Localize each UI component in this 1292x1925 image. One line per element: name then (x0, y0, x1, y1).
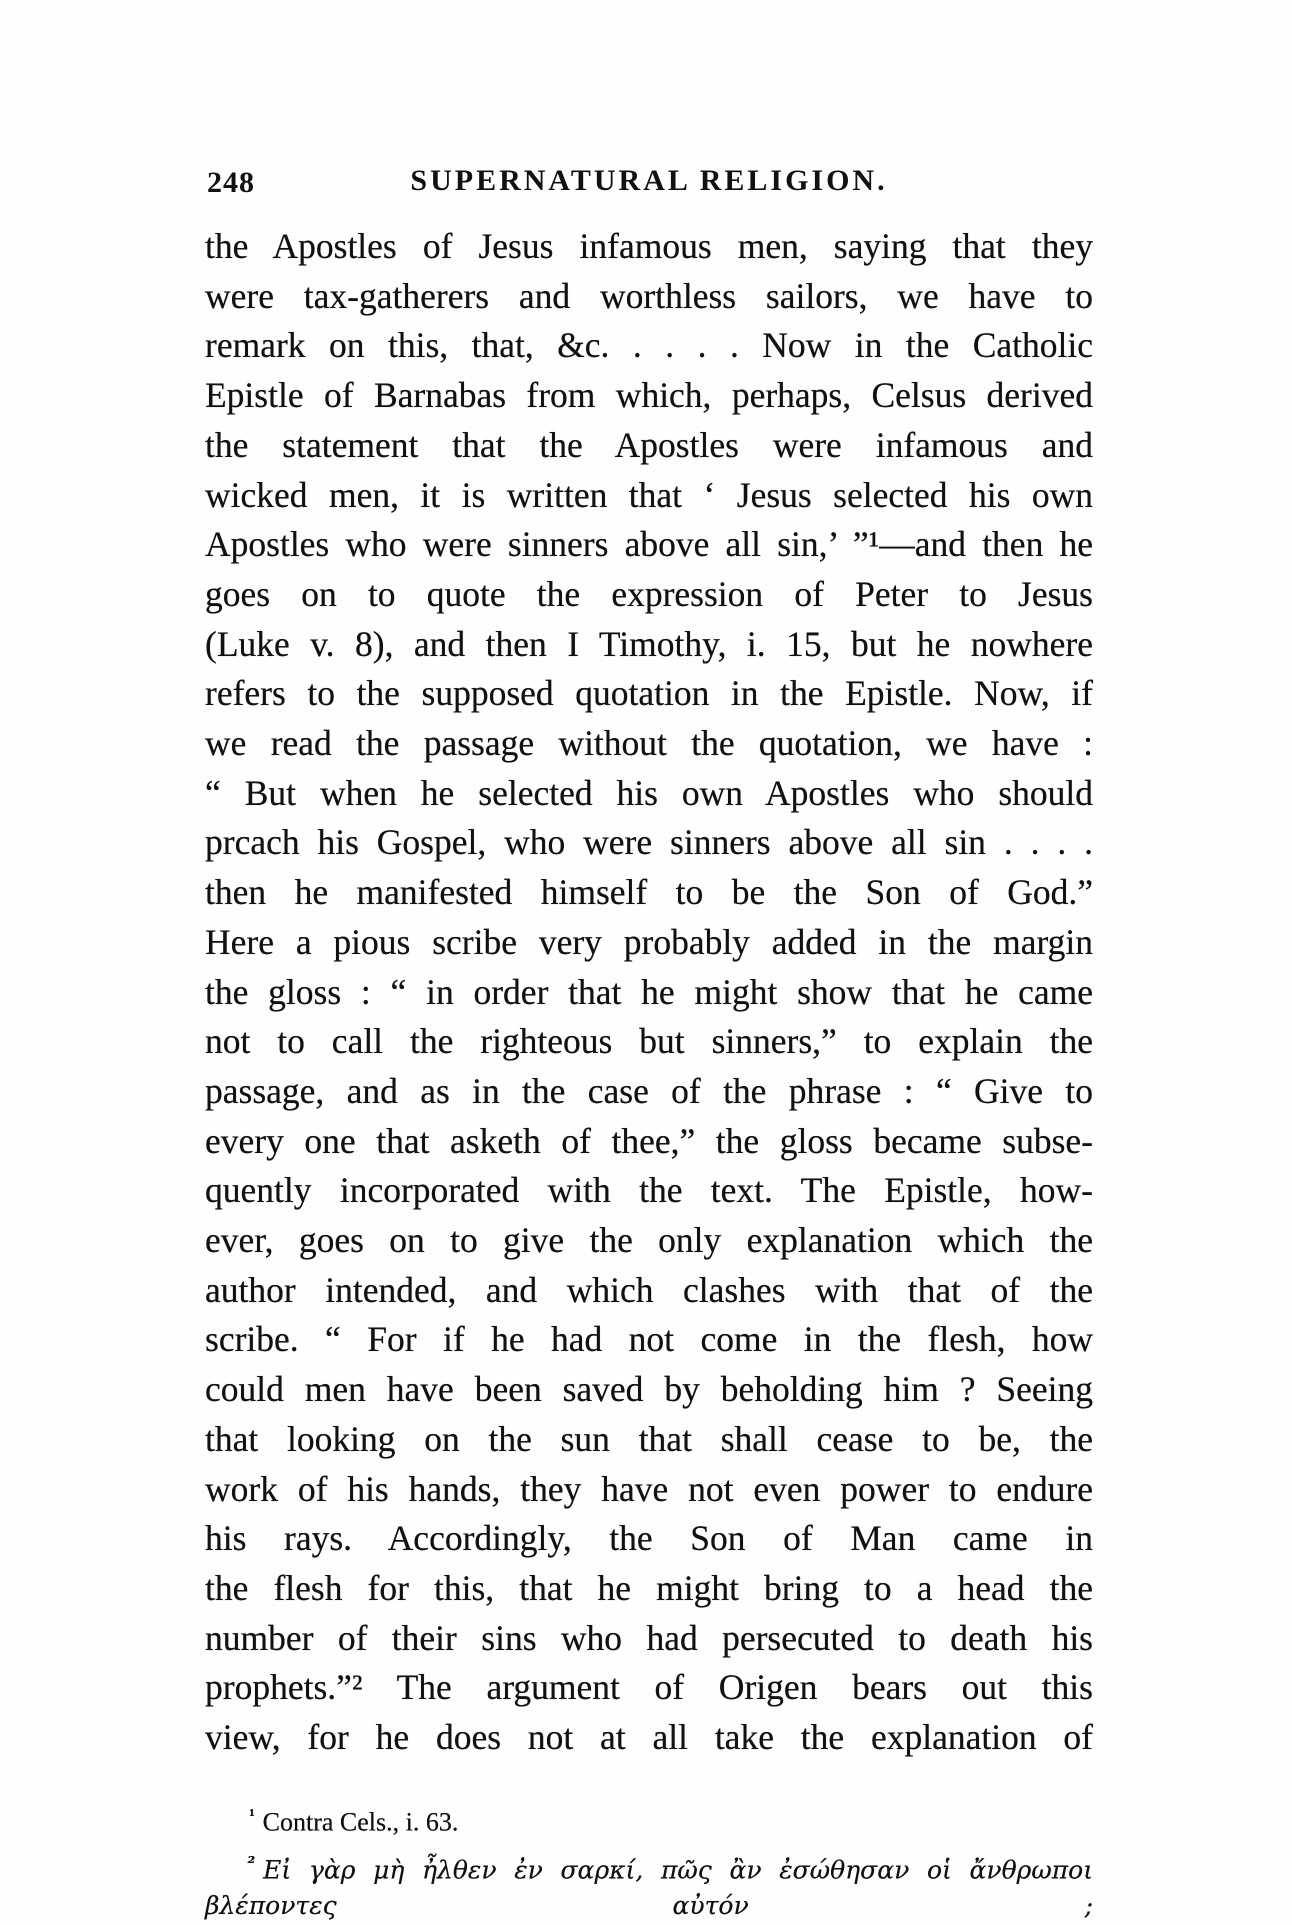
text-line: the flesh for this, that he might bring to a head the (205, 1567, 1093, 1608)
body-text (205, 222, 1093, 1763)
text-line: Here a pious scribe very probably added in the margin (205, 921, 1093, 962)
text-line: wicked men, it is written that ‘ Jesus selected his own (205, 474, 1093, 515)
text-line: were tax-gatherers and worthless sailors, we have to (205, 275, 1093, 316)
footnote (205, 1797, 1093, 1841)
text-line: the Apostles of Jesus infamous men, saying that they (205, 226, 1093, 266)
text-line: refers to the supposed quotation in the Epistle. Now, if (205, 673, 1093, 714)
text-line: prophets.”² The argument of Origen bears out this (205, 1667, 1093, 1708)
text-line: his rays. Accordingly, the Son of Man came in (205, 1518, 1093, 1559)
text-line: prcach his Gospel, who were sinners above all sin . . . . (205, 822, 1093, 863)
text-line: could men have been saved by beholding him ? Seeing (205, 1369, 1093, 1410)
text-line: number of their sins who had persecuted to death his (205, 1617, 1093, 1658)
text-line: Apostles who were sinners above all sin,’ ”¹—and then he (205, 524, 1093, 565)
footnote-text: Εἰ γὰρ μὴ ἦλθεν ἐν σαρκί, πῶς ἂν ἐσώθησαν οἱ ἄνθρωποι βλέποντες αὐτόν ; (205, 1854, 1093, 1920)
text-line: “ But when he selected his own Apostles who should (205, 772, 1093, 813)
footnote-marker: ¹ (249, 1805, 255, 1825)
text-line: we read the passage without the quotation, we have : (205, 723, 1093, 764)
footnote-marker: ² (247, 1853, 256, 1874)
page-number: 248 (207, 166, 255, 199)
text-line: every one that asketh of thee,” the gloss became subse- (205, 1120, 1093, 1161)
text-line: view, for he does not at all take the explanation of (205, 1717, 1093, 1758)
footnote (205, 1846, 1093, 1924)
text-line: ever, goes on to give the only explanation which the (205, 1220, 1093, 1261)
text-line: the statement that the Apostles were infamous and (205, 424, 1093, 465)
text-line: Epistle of Barnabas from which, perhaps, Celsus derived (205, 375, 1093, 416)
page-header (205, 164, 1093, 204)
text-line: quently incorporated with the text. The Epistle, how- (205, 1170, 1093, 1211)
text-line: passage, and as in the case of the phrase : “ Give to (205, 1070, 1093, 1111)
text-line: work of his hands, they have not even power to endure (205, 1468, 1093, 1509)
text-line: then he manifested himself to be the Son of God.” (205, 872, 1093, 913)
text-line: not to call the righteous but sinners,” to explain the (205, 1021, 1093, 1062)
text-line: (Luke v. 8), and then I Timothy, i. 15, but he nowhere (205, 623, 1093, 664)
text-line: scribe. “ For if he had not come in the flesh, how (205, 1319, 1093, 1360)
footnote-text: Contra Cels., i. 63. (262, 1807, 459, 1837)
running-title: SUPERNATURAL RELIGION. (410, 164, 888, 197)
footnotes (205, 1797, 1093, 1924)
text-line: that looking on the sun that shall cease to be, the (205, 1418, 1093, 1459)
text-line: remark on this, that, &c. . . . . Now in the Catholic (205, 325, 1093, 366)
text-line: author intended, and which clashes with that of the (205, 1269, 1093, 1310)
text-line: goes on to quote the expression of Peter to Jesus (205, 573, 1093, 614)
text-line: the gloss : “ in order that he might show that he came (205, 971, 1093, 1012)
